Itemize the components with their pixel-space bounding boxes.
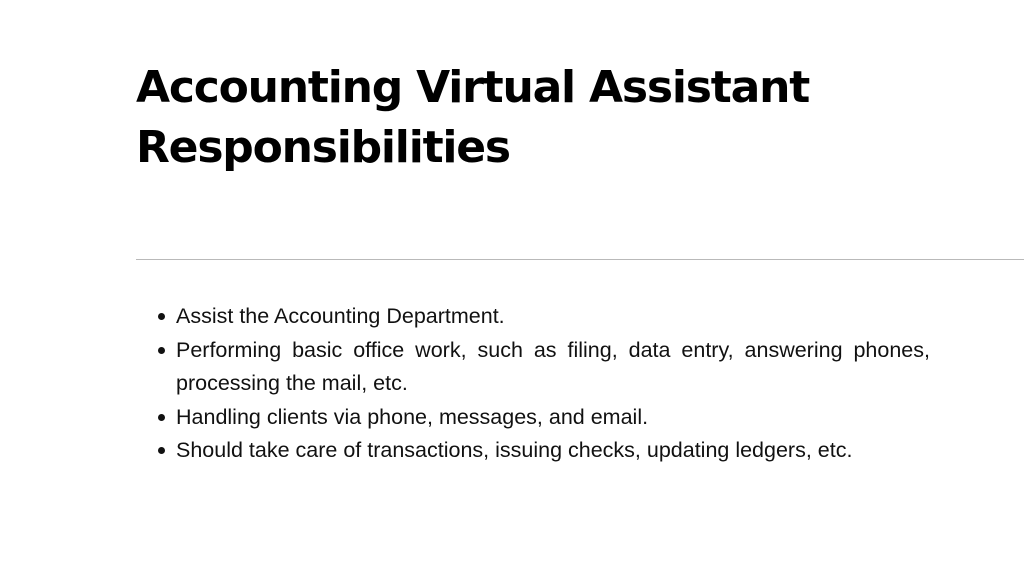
bullet-text: Performing basic office work, such as filing, data entry, answering phones, processing the mail, etc. xyxy=(176,337,930,395)
bullet-dot-icon xyxy=(158,447,165,454)
bullet-item xyxy=(158,401,930,435)
bullet-item xyxy=(158,334,930,401)
bullet-item xyxy=(158,300,930,334)
title-line-2: Responsibilities xyxy=(136,122,510,173)
bullet-dot-icon xyxy=(158,347,165,354)
bullet-text: Should take care of transactions, issuing checks, updating ledgers, etc. xyxy=(176,438,853,462)
bullet-text: Handling clients via phone, messages, and email. xyxy=(176,404,649,429)
horizontal-divider xyxy=(136,259,1024,260)
slide-title xyxy=(136,58,896,178)
bullet-item xyxy=(158,434,930,468)
bullet-list xyxy=(158,300,930,468)
title-line-1: Accounting Virtual Assistant xyxy=(136,62,810,113)
bullet-dot-icon xyxy=(158,313,165,320)
bullet-text: Assist the Accounting Department. xyxy=(176,304,505,328)
bullet-dot-icon xyxy=(158,414,165,421)
